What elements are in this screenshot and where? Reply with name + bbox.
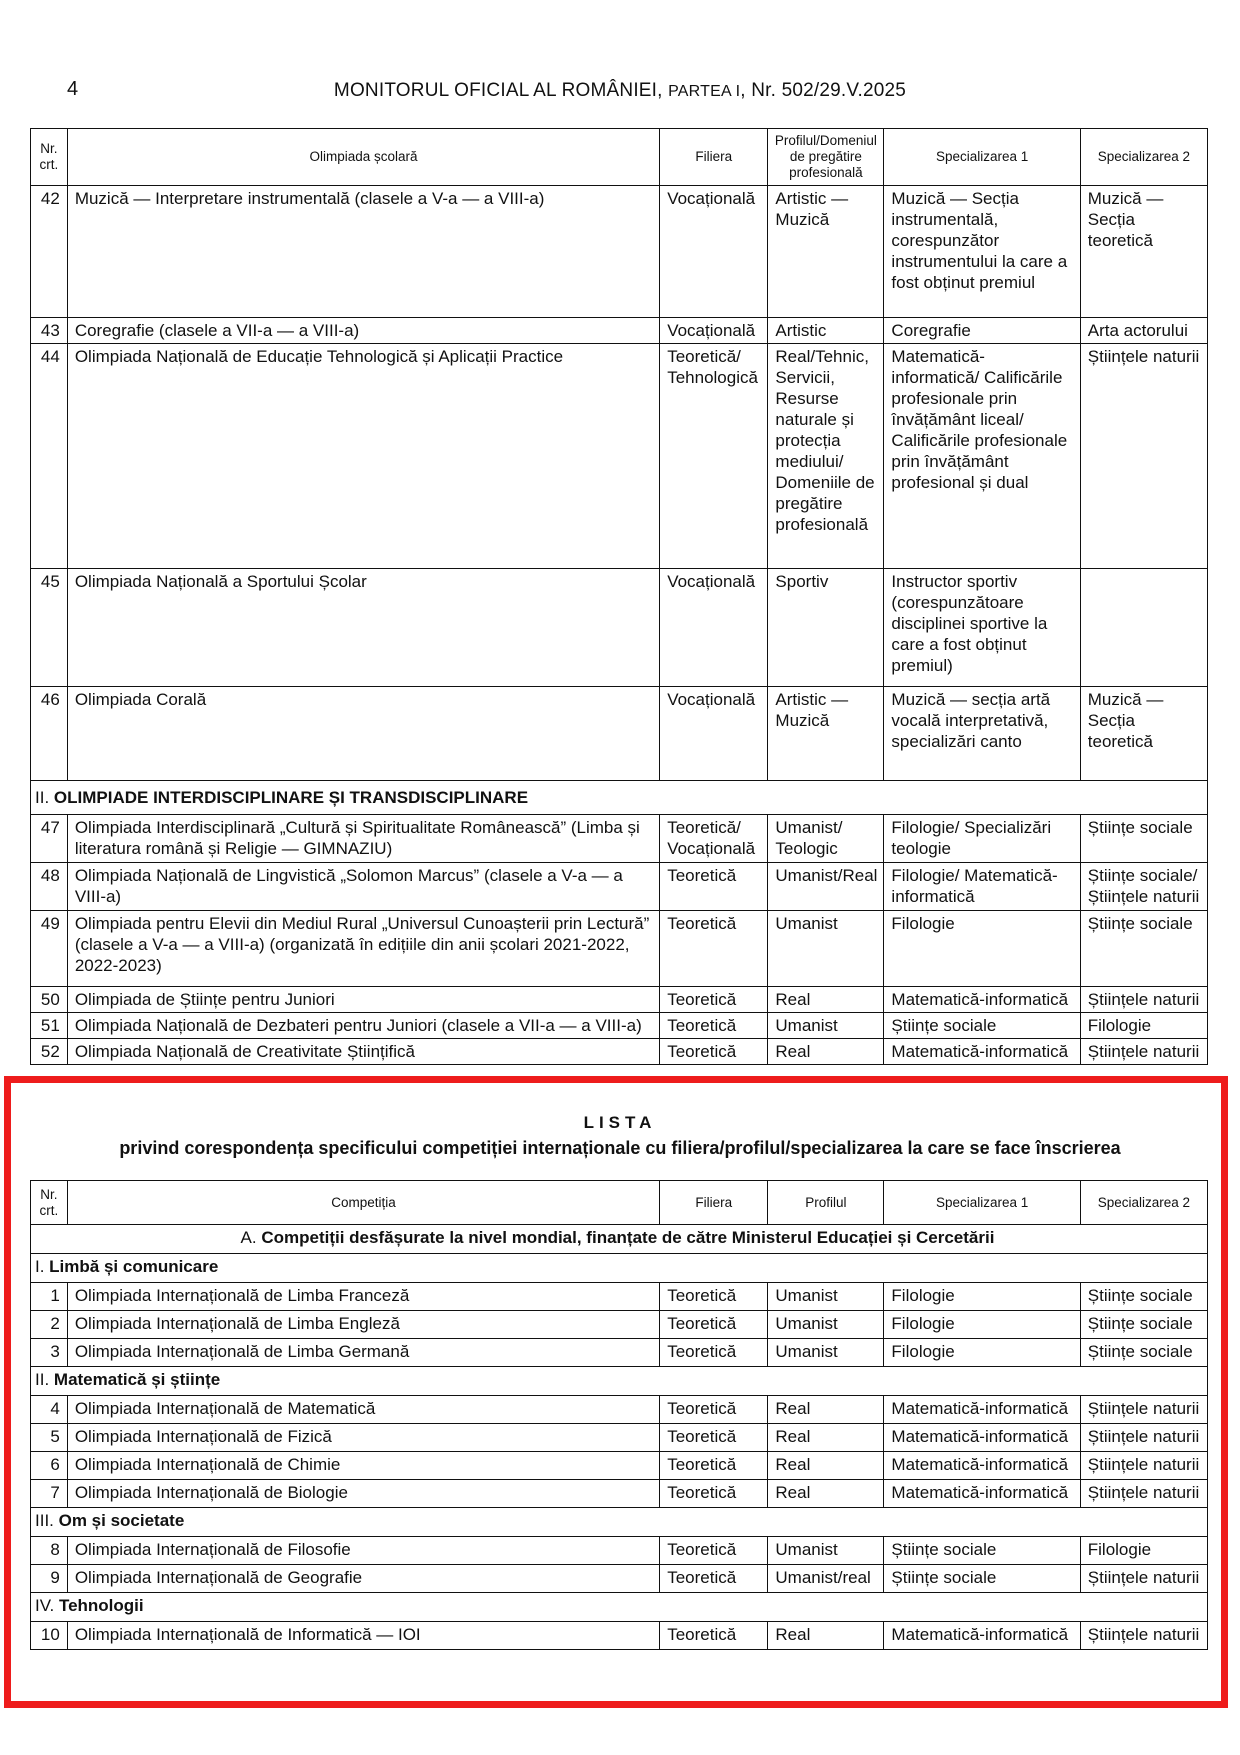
- row-filiera: Teoretică: [660, 1013, 768, 1039]
- row-name: Olimpiada Internațională de Limba Franceză: [67, 1283, 659, 1311]
- row-spec2: Științele naturii: [1080, 344, 1207, 569]
- row-spec2: Arta actorului: [1080, 318, 1207, 344]
- table-row: [31, 344, 1208, 569]
- row-filiera: Teoretică: [660, 1039, 768, 1065]
- row-number: 44: [31, 344, 68, 569]
- row-name: Olimpiada Corală: [67, 687, 659, 781]
- row-number: 46: [31, 687, 68, 781]
- col-header-spec2: Specializarea 2: [1080, 1181, 1207, 1225]
- row-profile: Umanist/real: [768, 1565, 884, 1593]
- row-name: Olimpiada Internațională de Matematică: [67, 1396, 659, 1424]
- table-row: [31, 186, 1208, 318]
- row-profile: Umanist: [768, 1283, 884, 1311]
- row-name: Olimpiada Internațională de Chimie: [67, 1452, 659, 1480]
- page-number: 4: [67, 78, 79, 100]
- row-number: 6: [31, 1452, 68, 1480]
- row-spec1: Muzică — secția artă vocală interpretativă, specializări canto: [884, 687, 1080, 781]
- row-profile: Umanist: [768, 1339, 884, 1367]
- header-title-part: PARTEA I: [668, 83, 741, 100]
- row-spec1: Matematică-informatică: [884, 1480, 1080, 1508]
- row-number: 7: [31, 1480, 68, 1508]
- row-name: Olimpiada Internațională de Filosofie: [67, 1537, 659, 1565]
- olympiad-table: [30, 128, 1208, 1065]
- row-spec2: Științele naturii: [1080, 1396, 1207, 1424]
- row-filiera: Teoretică: [660, 1311, 768, 1339]
- col-header-spec2: Specializarea 2: [1080, 129, 1207, 186]
- row-spec1: Matematică-informatică: [884, 1424, 1080, 1452]
- col-header-filiera: Filiera: [660, 1181, 768, 1225]
- table-row: [31, 911, 1208, 987]
- section-title: IV. Tehnologii: [31, 1593, 1208, 1622]
- row-name: Olimpiada Internațională de Fizică: [67, 1424, 659, 1452]
- col-header-nr: Nr. crt.: [31, 1181, 68, 1225]
- table-row: [31, 1339, 1208, 1367]
- row-profile: Real: [768, 1396, 884, 1424]
- table-row: [31, 569, 1208, 687]
- table-row: [31, 1622, 1208, 1650]
- row-number: 3: [31, 1339, 68, 1367]
- row-profile: Artistic — Muzică: [768, 687, 884, 781]
- row-spec1: Filologie: [884, 1283, 1080, 1311]
- row-spec2: [1080, 569, 1207, 687]
- row-filiera: Teoretică/ Tehnologică: [660, 344, 768, 569]
- row-spec2: Științele naturii: [1080, 1480, 1207, 1508]
- section-a-title: A. Competiții desfășurate la nivel mondial, finanțate de către Ministerul Educației și Cercetării: [31, 1225, 1208, 1254]
- section-title: III. Om și societate: [31, 1508, 1208, 1537]
- table-row: [31, 1311, 1208, 1339]
- row-spec2: Științe sociale: [1080, 815, 1207, 863]
- row-filiera: Teoretică: [660, 1537, 768, 1565]
- row-name: Olimpiada Națională de Lingvistică „Solomon Marcus” (clasele a V-a — a VIII-a): [67, 863, 659, 911]
- row-filiera: Teoretică: [660, 1424, 768, 1452]
- row-spec1: Matematică-informatică: [884, 1622, 1080, 1650]
- row-number: 10: [31, 1622, 68, 1650]
- row-name: Olimpiada Internațională de Informatică — IOI: [67, 1622, 659, 1650]
- row-spec2: Științe sociale: [1080, 911, 1207, 987]
- row-spec1: Matematică-informatică: [884, 1039, 1080, 1065]
- competition-table: [30, 1180, 1208, 1650]
- row-number: 45: [31, 569, 68, 687]
- row-spec1: Filologie/ Specializări teologie: [884, 815, 1080, 863]
- row-number: 9: [31, 1565, 68, 1593]
- col-header-profile: Profilul/Domeniul de pregătire profesională: [768, 129, 884, 186]
- row-profile: Real: [768, 987, 884, 1013]
- row-filiera: Teoretică: [660, 987, 768, 1013]
- row-number: 51: [31, 1013, 68, 1039]
- row-spec2: Științele naturii: [1080, 1424, 1207, 1452]
- row-profile: Umanist: [768, 911, 884, 987]
- row-name: Olimpiada Națională de Creativitate Științifică: [67, 1039, 659, 1065]
- row-profile: Real: [768, 1452, 884, 1480]
- row-name: Olimpiada Interdisciplinară „Cultură și Spiritualitate Românească” (Limba și literatura română și Religie — GIMNAZIU): [67, 815, 659, 863]
- row-spec1: Filologie: [884, 911, 1080, 987]
- row-spec1: Filologie: [884, 1311, 1080, 1339]
- row-name: Olimpiada Internațională de Geografie: [67, 1565, 659, 1593]
- row-spec2: Științele naturii: [1080, 1039, 1207, 1065]
- lista-subtitle: privind corespondența specificului competiției internaționale cu filiera/profilul/specializarea la care se face înscrierea: [119, 1138, 1121, 1158]
- col-header-competition: Competiția: [67, 1181, 659, 1225]
- row-filiera: Teoretică: [660, 1565, 768, 1593]
- row-name: Olimpiada Națională de Educație Tehnologică și Aplicații Practice: [67, 344, 659, 569]
- table-row: [31, 687, 1208, 781]
- row-spec2: Științe sociale: [1080, 1311, 1207, 1339]
- table-row: [31, 1480, 1208, 1508]
- row-spec2: Muzică — Secția teoretică: [1080, 186, 1207, 318]
- row-filiera: Teoretică: [660, 1396, 768, 1424]
- row-spec2: Științele naturii: [1080, 987, 1207, 1013]
- row-number: 1: [31, 1283, 68, 1311]
- row-spec1: Științe sociale: [884, 1537, 1080, 1565]
- table-row: [31, 987, 1208, 1013]
- row-spec2: Filologie: [1080, 1537, 1207, 1565]
- row-spec2: Științele naturii: [1080, 1565, 1207, 1593]
- row-filiera: Vocațională: [660, 186, 768, 318]
- row-profile: Real/Tehnic, Servicii, Resurse naturale și protecția mediului/ Domeniile de pregătire profesională: [768, 344, 884, 569]
- row-spec2: Științele naturii: [1080, 1622, 1207, 1650]
- row-spec1: Științe sociale: [884, 1013, 1080, 1039]
- row-profile: Real: [768, 1039, 884, 1065]
- section-row: [31, 781, 1208, 815]
- row-spec1: Științe sociale: [884, 1565, 1080, 1593]
- row-spec2: Științele naturii: [1080, 1452, 1207, 1480]
- row-profile: Real: [768, 1480, 884, 1508]
- row-name: Olimpiada Internațională de Biologie: [67, 1480, 659, 1508]
- row-spec2: Filologie: [1080, 1013, 1207, 1039]
- row-spec1: Muzică — Secția instrumentală, corespunzător instrumentului la care a fost obținut premiul: [884, 186, 1080, 318]
- table-row: [31, 863, 1208, 911]
- row-name: Muzică — Interpretare instrumentală (clasele a V-a — a VIII-a): [67, 186, 659, 318]
- table-header-row: [31, 1181, 1208, 1225]
- row-spec2: Științe sociale: [1080, 1339, 1207, 1367]
- row-filiera: Vocațională: [660, 569, 768, 687]
- table-row: [31, 815, 1208, 863]
- row-profile: Real: [768, 1622, 884, 1650]
- table-row: [31, 1424, 1208, 1452]
- row-profile: Umanist/ Teologic: [768, 815, 884, 863]
- table-row: [31, 1565, 1208, 1593]
- page-header: [0, 80, 1240, 102]
- table-row: [31, 1039, 1208, 1065]
- row-spec2: Științe sociale/ Științele naturii: [1080, 863, 1207, 911]
- row-profile: Artistic — Muzică: [768, 186, 884, 318]
- row-filiera: Teoretică: [660, 863, 768, 911]
- row-spec1: Matematică-informatică: [884, 987, 1080, 1013]
- row-filiera: Teoretică: [660, 1339, 768, 1367]
- row-name: Olimpiada Internațională de Limba Germană: [67, 1339, 659, 1367]
- table-row: [31, 1396, 1208, 1424]
- header-title-issue: , Nr. 502/29.V.2025: [740, 80, 907, 101]
- row-number: 43: [31, 318, 68, 344]
- row-profile: Umanist: [768, 1311, 884, 1339]
- table-header-row: [31, 129, 1208, 186]
- row-profile: Real: [768, 1424, 884, 1452]
- section-row: [31, 1254, 1208, 1283]
- row-filiera: Teoretică: [660, 1480, 768, 1508]
- row-spec1: Matematică-informatică: [884, 1396, 1080, 1424]
- col-header-filiera: Filiera: [660, 129, 768, 186]
- row-filiera: Teoretică: [660, 911, 768, 987]
- row-spec1: Matematică-informatică/ Calificările profesionale prin învățământ liceal/ Calificările profesionale prin învățământ profesional și dual: [884, 344, 1080, 569]
- col-header-nr: Nr. crt.: [31, 129, 68, 186]
- row-number: 5: [31, 1424, 68, 1452]
- table-row: [31, 1283, 1208, 1311]
- row-name: Olimpiada Națională de Dezbateri pentru Juniori (clasele a VII-a — a VIII-a): [67, 1013, 659, 1039]
- row-number: 8: [31, 1537, 68, 1565]
- row-profile: Sportiv: [768, 569, 884, 687]
- section-title: I. Limbă și comunicare: [31, 1254, 1208, 1283]
- row-number: 47: [31, 815, 68, 863]
- row-number: 42: [31, 186, 68, 318]
- col-header-spec1: Specializarea 1: [884, 1181, 1080, 1225]
- row-number: 52: [31, 1039, 68, 1065]
- row-profile: Artistic: [768, 318, 884, 344]
- table-row: [31, 1013, 1208, 1039]
- section-row: [31, 1508, 1208, 1537]
- row-profile: Umanist: [768, 1537, 884, 1565]
- table-row: [31, 1452, 1208, 1480]
- row-filiera: Vocațională: [660, 318, 768, 344]
- row-number: 2: [31, 1311, 68, 1339]
- row-filiera: Teoretică: [660, 1452, 768, 1480]
- row-name: Olimpiada Națională a Sportului Școlar: [67, 569, 659, 687]
- row-number: 4: [31, 1396, 68, 1424]
- row-spec1: Filologie: [884, 1339, 1080, 1367]
- row-spec1: Instructor sportiv (corespunzătoare disciplinei sportive la care a fost obținut premiul): [884, 569, 1080, 687]
- row-spec1: Coregrafie: [884, 318, 1080, 344]
- row-name: Olimpiada Internațională de Limba Engleză: [67, 1311, 659, 1339]
- section-row: [31, 1593, 1208, 1622]
- row-spec2: Științe sociale: [1080, 1283, 1207, 1311]
- section-title: II. Matematică și științe: [31, 1367, 1208, 1396]
- col-header-profile: Profilul: [768, 1181, 884, 1225]
- row-filiera: Teoretică: [660, 1622, 768, 1650]
- row-number: 49: [31, 911, 68, 987]
- row-filiera: Teoretică: [660, 1283, 768, 1311]
- table-row: [31, 1537, 1208, 1565]
- row-spec1: Matematică-informatică: [884, 1452, 1080, 1480]
- row-spec1: Filologie/ Matematică-informatică: [884, 863, 1080, 911]
- row-name: Coregrafie (clasele a VII-a — a VIII-a): [67, 318, 659, 344]
- row-profile: Umanist/Real: [768, 863, 884, 911]
- row-profile: Umanist: [768, 1013, 884, 1039]
- row-filiera: Teoretică/ Vocațională: [660, 815, 768, 863]
- row-name: Olimpiada pentru Elevii din Mediul Rural „Universul Cunoașterii prin Lectură” (clasele a V-a — a VIII-a) (organizată în edițiile din anii școlari 2021-2022, 2022-2023): [67, 911, 659, 987]
- row-number: 48: [31, 863, 68, 911]
- col-header-olympiad: Olimpiada școlară: [67, 129, 659, 186]
- section-ii-title: II. OLIMPIADE INTERDISCIPLINARE ȘI TRANSDISCIPLINARE: [31, 781, 1208, 815]
- row-number: 50: [31, 987, 68, 1013]
- header-title-main: MONITORUL OFICIAL AL ROMÂNIEI,: [333, 80, 669, 101]
- row-name: Olimpiada de Științe pentru Juniori: [67, 987, 659, 1013]
- section-row: [31, 1367, 1208, 1396]
- row-spec2: Muzică — Secția teoretică: [1080, 687, 1207, 781]
- row-filiera: Vocațională: [660, 687, 768, 781]
- lista-title: LISTA: [583, 1113, 657, 1132]
- section-row: [31, 1225, 1208, 1254]
- table-row: [31, 318, 1208, 344]
- col-header-spec1: Specializarea 1: [884, 129, 1080, 186]
